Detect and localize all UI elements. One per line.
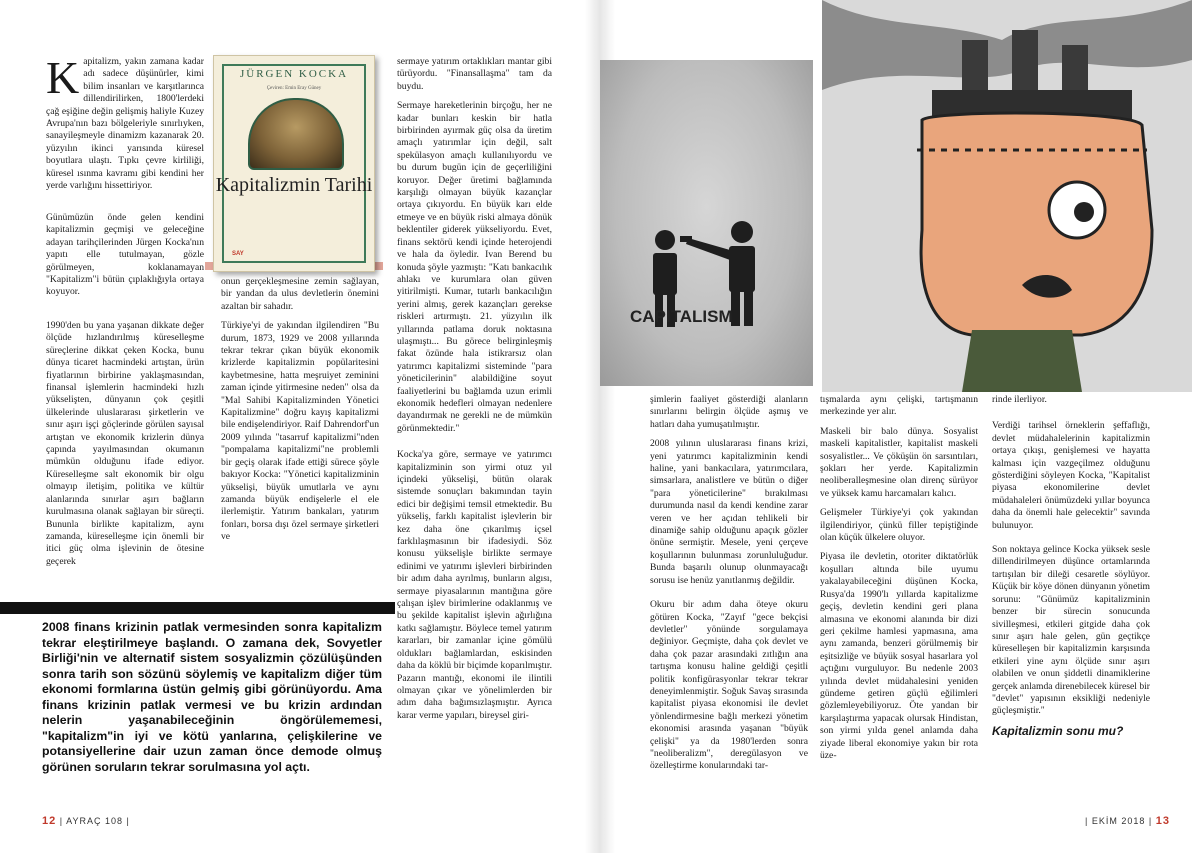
graffiti-figures (600, 60, 813, 386)
issue-date: EKİM 2018 (1091, 816, 1146, 826)
paragraph: Piyasa ile devletin, otoriter diktatörlük koşulları altında bile uyumu yakalayabileceğini düşünen Kocka, Rusya'da 1990'lı yıllarda kapitalizme geçiş, devletin kendini geri plana almasına ve ekonomi alanında bir dizi geri çekilme hamlesi yapmasına, ama aynı zamanda, benzeri görülmemiş bir eşitsizliğe ve büyük sosyal hasarlara yol açtığını vurguluyor. Bu nedenle 2003 yılında devlet müdahalesini yeniden gündeme getiren güçlü eğilimleri gözlemleyebiliyoruz. Öte yandan bir karşılaştırma yapacak olursak Hindistan, son yirmi yılda genel anlamda daha ziyade liberal ekonomiye yakın bir rota üze- (820, 551, 978, 761)
capitalism-graffiti-photo (600, 60, 813, 386)
pullquote-bar (0, 602, 395, 614)
book-publisher: SAY (232, 251, 244, 257)
left-column-1 (46, 52, 204, 199)
footer-separator: | (1085, 816, 1089, 826)
paragraph: sermaye yatırım ortaklıkları mantar gibi türüyordu. "Finansallaşma" tam da buydu. (397, 56, 552, 92)
book-author: JÜRGEN KOCKA (239, 68, 349, 80)
paragraph: Türkiye'yi de yakından ilgilendiren "Bu durum, 1873, 1929 ve 2008 yıllarında tekrar tekrar çıkan büyük ekonomik krizlerde kapitalizmin popülaritesini kaybetmesine, hatta meşruiyet zeminini zaman içinde yitirmesine neden" olsa da "Mal Sahibi Kapitalizminden Yönetici Kapitalizmine" doğru kayış kapitalizmi bile endişelendiriyor. Raif Dahrendorf'un 2009 yılında "tasarruf kapitalizmi"nden "pompalama kapitalizmi"ne problemli bir geçiş olarak ifade ettiği sürece şöyle bakıyor Kocka: "Yönetici kapitalizminin yükselişi, büyük umutlarla ve aynı zamanda büyük endişelerle el ele ilerlemiştir. Yatırım bankaları, yatırım fonları, borsa dışı özel sermaye şirketleri ve (221, 320, 379, 543)
paragraph: Kocka'ya göre, sermaye ve yatırımcı kapitalizminin son yirmi otuz yıl içindeki yükselişi, bütün olarak sistemde sonuçları bakımından tayin edici bir değişimi temsil etmektedir. Bu yükseliş, farklı kapitalist işlevlerin bir kez daha öne çıkarılmış içsel farklılaşmasının bir ifadesiydi. Söz konusu yükselişle birlikte sermaye edinimi ve yatırımı işlevleri birbirinden bir adım daha ayrılmış, bunların algısı, sermaye piyasalarının mantığına göre çalışan işlev birimlerine odaklanmış ve bu şekilde kapitalist işlevin ağırlığına katkı sağlamıştır. Böylece temel yatırım kararları, bir zamanlar içine gömülü oldukları bağlamlardan, eskisinden daha da köklü bir biçimde koparılmıştır. Pazarın mantığı, ekonomi ile ilintili olmayan çıkar ve yönelimlerden bir adım daha bağımsızlaşmıştır. Ayrıca karar verme yapıları, bireysel giri- (397, 449, 552, 721)
page-number-right: 13 (1155, 815, 1171, 827)
right-column-2 (820, 394, 978, 769)
paragraph: şimlerin faaliyet gösterdiği alanların sınırlarını belirgin ölçüde aşmış ve hatları daha yumuşatılmıştır. (650, 394, 808, 430)
right-footer (1085, 815, 1170, 827)
left-column-2 (221, 276, 379, 551)
drop-cap: K (46, 52, 80, 103)
paragraph: Günümüzün önde gelen kendini kapitalizmin geçmişi ve geleceğine adayan tarihçilerinden Jürgen Kocka'nın yapıtı elle tutulmayan, gözle görülmeyen, koklanamayan "Kapitalizm"i bütün çıplaklığıyla ortaya koyuyor. (46, 212, 204, 298)
closing-heading: Kapitalizmin sonu mu? (992, 723, 1124, 738)
paragraph: Verdiği tarihsel örneklerin şeffaflığı, devlet müdahalelerinin kapitalizmin ortaya çıkışı, genişlemesi ve hayatta kalması için vazgeçilmez olduğunu gösterdiğini söyleyen Kocka, "Kapitalist piyasa ekonomilerine devlet müdahaleleri önümüzdeki yıllar boyunca daha da önemli hale gelecektir" savında bulunuyor. (992, 420, 1150, 531)
paragraph: Gelişmeler Türkiye'yi çok yakından ilgilendiriyor, çünkü filler tepiştiğinde olan küçük ülkelere oluyor. (820, 507, 978, 544)
paragraph: 2008 yılının uluslararası finans krizi, yeni yatırımcı kapitalizminin kendi haline, yani bankacılara, yatırımcılara, simsarlara, analistlere ve bütün o diğer "para yöneticilerine" bırakılması durumunda nasıl da kendi kendine zarar veren ve her açıdan tehlikeli bir dinamiğe sahip olduğunu apaçık gözler önüne sermiştir. Mesele, yeni çerçeve koşullarının bulunması zorunluluğudur. Bunda başarılı olunup olunmayacağı sorusu ise henüz yanıtlanmış değildir. (650, 438, 808, 586)
paragraph: Maskeli bir balo dünya. Sosyalist maskeli kapitalistler, kapitalist maskeli sosyalistler... Ve çöküşün ön sarsıntıları, şokları her yerde. Kapitalizmin neoliberalleşmesine olan direnç sürüyor ve yüksek kamu harcamaları kalıcı. (820, 425, 978, 499)
paragraph: Son noktaya gelince Kocka yüksek sesle dillendirilmeyen düşünce ortamlarında tartışılan bir dileği cesaretle söylüyor. Küçük bir köye dönen dünyanın yönetim sorunu: "Günümüz kapitalizminin benzer bir sürecin sonucunda sivilleşmesi, etkileri gitgide daha çok sınır aşırı hale gelen, gün geçtikçe küreselleşen bir kapitalizmin karşısında etkileri yine aynı ölçüde sınır aşırı olabilen ve onun şiddetli dinamiklerine gerçek anlamda direnebilecek küresel bir "devlet" yapısının eksikliği nedeniyle güçleşmiştir." (992, 544, 1150, 717)
cartoon-illustration (822, 0, 1192, 392)
magazine-name: AYRAÇ 108 (66, 816, 123, 826)
paragraph: onun gerçekleşmesine zemin sağlayan, bir yandan da ulus devletlerin önemini azaltan bir sahadır. (221, 276, 379, 312)
paragraph: tışmalarda aynı çelişki, tartışmanın merkezinde yer alır. (820, 394, 978, 418)
paragraph: Sermaye hareketlerinin birçoğu, her ne kadar bunları keskin bir hatla birbirinden ayırmak güç olsa da üretim amaçlı yatırımlar için değil, salt spekülasyon amaçlı kullanılıyordu ve bu durum bugün için de geçerliliğini koruyor. Değer üretimi bağlamında karşılığı olmayan büyük kazançlar ortaya çıkıyordu. En büyük karı elde etmeye ve en büyük riski almaya dönük beklentiler giderek yükseliyordu. Evet, finans sektörü kendi içinde heterojendi ve hala da öyledir. Ivan Berend bu konuda şöyle yazmıştı: "Katı bankacılık ahlakı ve kurumlara olan güven yitirilmişti. Kumar, tutarlı bankacılığın yerini almış, gerek kazançları gerekse riskleri artırmıştı. 21. yüzyılın ilk yıllarında patlama doruk noktasına ulaşmıştı... Bu görece belirginleşmiş fakat özünde hala istikrarsız olan yatırımcı kapitalizmi sisteminde "para yöneticilerinin" alabildiğine soyut faaliyetlerini bu bağlamda uzun erimli ekonomik hedefleri olmayan nedenlere dayandırmak ne gerekli ne de mümkün görünmektedir." (397, 100, 552, 434)
stencil-text: CAPITALISM (630, 307, 733, 326)
book-title: Kapitalizmin Tarihi (215, 174, 373, 196)
left-column-1-lower (46, 212, 204, 306)
right-column-1 (650, 394, 808, 780)
left-column-3 (397, 56, 552, 729)
right-column-3 (992, 394, 1150, 737)
factory-head-cartoon (822, 0, 1192, 392)
intro-paragraph: Kapitalizm, yakın zamana kadar adı sadece düşünürler, kimi bilim insanları ve karşıtlarınca dillendirilirken, 1800'lerdeki çağ eşiğine değin gelişmiş haliyle Kuzey Avrupa'nın bazı bölgeleriyle sınırlıyken, sanayileşmeyle dinamizm kazanarak 20. yüzyılın ikinci yarısında küresel boyutlara ulaştı. Tıpkı çevre kirliliği, küresel ısınma kavramı gibi kendini her yerde varlığını hissettiriyor. (46, 52, 204, 192)
left-footer (42, 815, 130, 827)
pullquote: 2008 finans krizinin patlak vermesinden sonra kapitalizm tekrar eleştirilmeye başlandı. O zamana dek, Sovyetler Birliği'nin ve alternatif sistem sosyalizmin çözülüşünden sonra tarih son sözünü söylemiş ve kapitalizm diğer tüm ekonomi formlarına üstün gelmiş gibi görünüyordu. Ama finans krizinin patlak vermesi ve bu krizin ardından nelerin yaşanabileceğinin öngörülememesi, "kapitalizm"in iyi ve kötü yanlarına, çelişkilerine ve potansiyellerine dair uzun zaman önce demode olmuş görünen soruların tekrar sorulmasına yol açtı. (42, 620, 382, 774)
book-cover-image (213, 55, 375, 272)
paragraph: Okuru bir adım daha öteye okuru götüren Kocka, "Zayıf "gece bekçisi devletler" yönünde sorgulamaya değiniyor. Geçmişte, daha çok devlet ve daha çok pazar arasındaki zıtlığın ana tartışma konusu haline geldiği çeşitli politik konfigürasyonlar tekrar tekrar deneyimlenmiştir. Soğuk Savaş sırasında kapitalist piyasa ekonomisi ile devlet yönlendirmesine bağlı merkezi yönetim ekonomisi arasında yaşanan "büyük çelişki" ya da 1980'lerden sonra "neoliberalizm", deregülasyon ve özelleştirme konularındaki tar- (650, 599, 808, 772)
left-column-1-bottom (46, 320, 204, 575)
paragraph: rinde ilerliyor. (992, 394, 1047, 405)
footer-separator: | (126, 816, 130, 826)
paragraph: 1990'den bu yana yaşanan dikkate değer ölçüde hızlandırılmış küreselleşme süreçlerine dikkat çeken Kocka, bunu dünya ticaret hacmindeki artıştan, ürün fiyatlarının birbirine yaklaşmasından, finansal işlemlerin hacmindeki hızlı yükselişten, dünyanın çok çeşitli ülkelerinde uluslararası şirketlerin ve sınır aşırı işçi göçlerinde görülen sayısal artıştan ve ekonomik krizlerin dünya çapında yayılmasından okumanın mümkün olduğunu ifade ediyor. Küreselleşme salt ekonomik bir olgu olmayıp iletişim, politika ve kültür alanlarında sınırlar aşırı bağların kurulmasına olanak sağlayan bir süreçti. Bununla birlikte kapitalizm, aynı zamanda, küreselleşme için önemli bir itici güç olma işlevinin de ötesine geçerek (46, 320, 204, 567)
page-number-left: 12 (42, 815, 57, 827)
book-translator: Çeviren: Emin Eray Güney (266, 86, 322, 91)
footer-separator: | (1148, 816, 1153, 826)
footer-separator: | (59, 816, 64, 826)
